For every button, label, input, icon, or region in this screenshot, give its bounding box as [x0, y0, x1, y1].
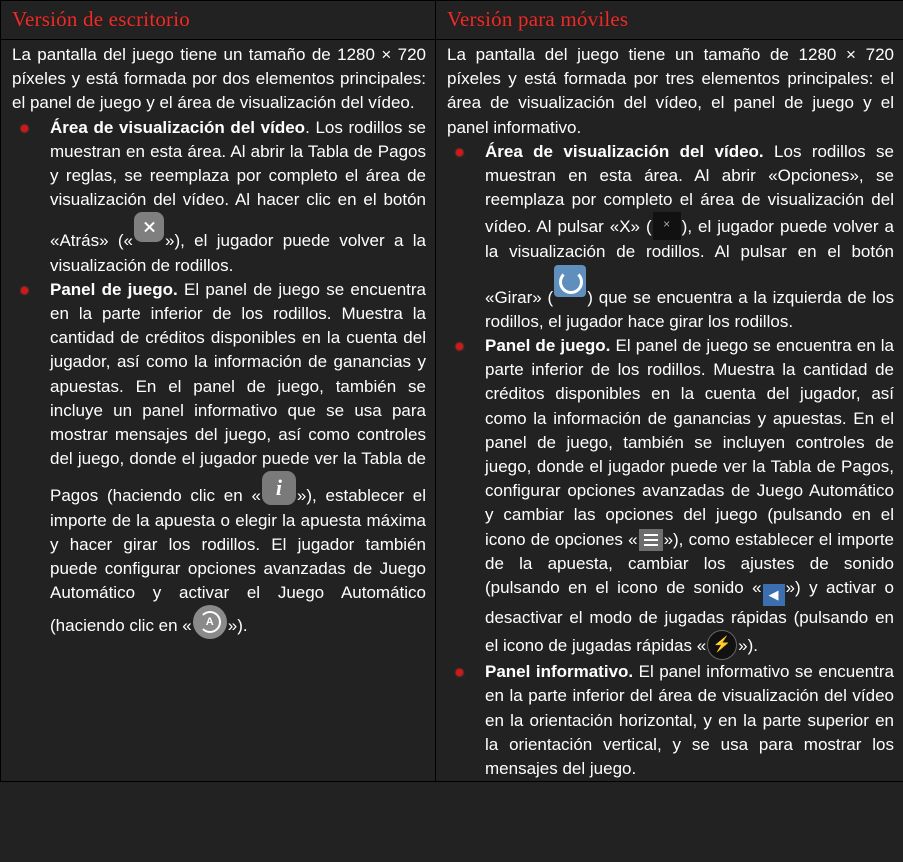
close-icon: × [653, 212, 681, 240]
bullet-icon [21, 287, 28, 294]
mobile-info-item: Panel informativo. El panel informativo se encuentra en la parte inferior del área de visualización del vídeo en la orientación horizontal, y en la parte superior en la orientación vertical, y se usa para mostrar los mensajes del juego. [447, 660, 894, 781]
mobile-list [447, 140, 894, 781]
desktop-header: Versión de escritorio [1, 1, 436, 40]
bullet-icon [456, 343, 463, 350]
desktop-list [12, 116, 426, 640]
bullet-icon [21, 125, 28, 132]
desktop-intro: La pantalla del juego tiene un tamaño de 1280 × 720 píxeles y está formada por dos elementos principales: el panel de juego y el área de visualización del vídeo. [12, 45, 426, 113]
mobile-column [436, 40, 903, 782]
desktop-video-item: Área de visualización del vídeo. Los rodillos se muestran en esta área. Al abrir la Tabla de Pagos y reglas, se reemplaza por completo el área de visualización del vídeo. Al hacer clic en el botón «Atrás» (« »), el jugador puede volver a la visualización de rodillos. [12, 116, 426, 278]
desktop-column [1, 40, 436, 782]
mobile-panel-title: Panel de juego. [485, 336, 611, 356]
mobile-panel-item: Panel de juego. El panel de juego se encuentra en la parte inferior de los rodillos. Muestra la cantidad de créditos disponibles en la cuenta del jugador, así como la información de ganancias y apuestas. En el panel de juego, también se incluyen controles de juego, donde el jugador puede ver la Tabla de Pagos, configurar opciones avanzadas de Juego Automático y cambiar las opciones del juego (pulsando en el icono de opciones « »), como establecer el importe de la apuesta, cambiar los ajustes de sonido (pulsando en el icono de sonido « ◀ ») y activar o desactivar el modo de jugadas rápidas (pulsando en el icono de jugadas rápidas « ⚡ »). [447, 334, 894, 660]
autoplay-icon: A [193, 605, 227, 639]
mobile-intro: La pantalla del juego tiene un tamaño de 1280 × 720 píxeles y está formada por tres elementos principales: el área de visualización del vídeo, el panel de juego y el panel informativo. [447, 45, 894, 137]
menu-icon [639, 529, 663, 551]
header-row [1, 1, 903, 40]
spin-icon [554, 265, 586, 297]
lightning-icon: ⚡ [707, 630, 737, 660]
sound-icon: ◀ [763, 584, 785, 606]
desktop-panel-item: Panel de juego. El panel de juego se encuentra en la parte inferior de los rodillos. Muestra la cantidad de créditos disponibles en la cuenta del jugador, así como la información de ganancias y apuestas. En el panel de juego, también se incluye un panel informativo que se usa para mostrar mensajes del juego, así como controles del juego, donde el jugador puede ver la Tabla de Pagos (haciendo clic en « i »), establecer el importe de la apuesta o elegir la apuesta máxima y hacer girar los rodillos. El jugador también puede configurar opciones avanzadas de Juego Automático y activar el Juego Automático (haciendo clic en « A »). [12, 278, 426, 640]
mobile-info-title: Panel informativo. [485, 662, 634, 682]
desktop-video-title: Área de visualización del vídeo [50, 117, 306, 137]
desktop-panel-title: Panel de juego. [50, 279, 178, 299]
mobile-video-item: Área de visualización del vídeo. Los rodillos se muestran en esta área. Al abrir «Opciones», se reemplaza por completo el área de visualización del vídeo. Al pulsar «X» ( × ), el jugador puede volver a la visualización de rodillos. Al pulsar en el botón «Girar» ( ) que se encuentra a la izquierda de los rodillos, el jugador hace girar los rodillos. [447, 140, 894, 334]
bullet-icon [456, 669, 463, 676]
info-icon: i [262, 471, 296, 505]
close-icon [134, 212, 164, 242]
mobile-video-title: Área de visualización del vídeo. [485, 141, 764, 161]
mobile-header: Versión para móviles [436, 1, 903, 40]
bullet-icon [456, 149, 463, 156]
content-row [1, 40, 903, 782]
